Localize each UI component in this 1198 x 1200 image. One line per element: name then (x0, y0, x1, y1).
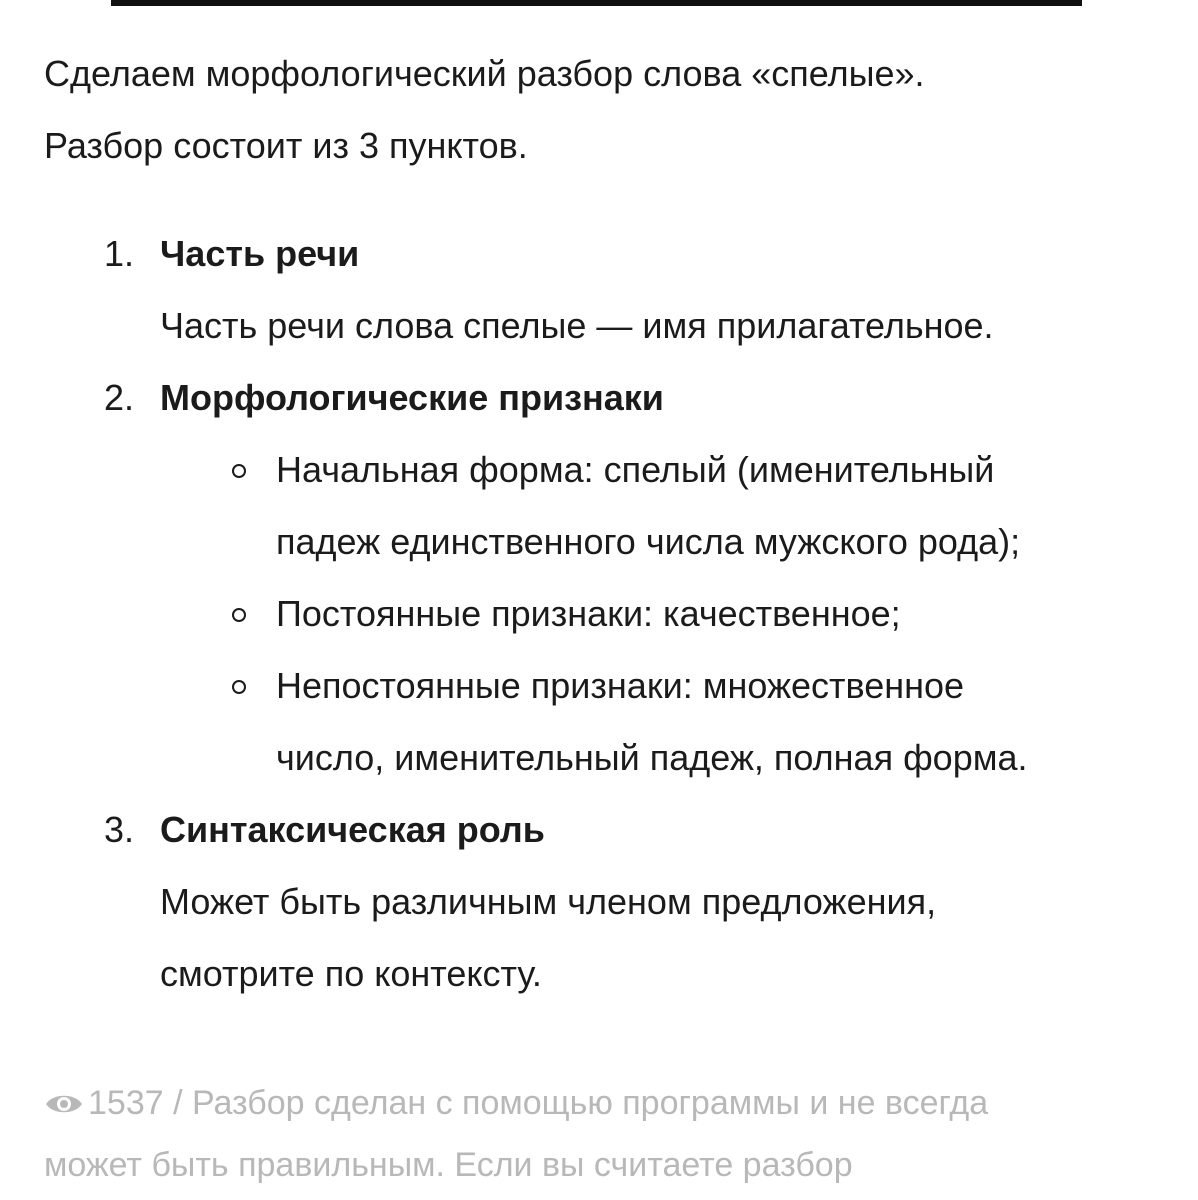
parse-footer-note (44, 1072, 1184, 1196)
circle-bullet-icon (232, 680, 246, 694)
feature-line: Постоянные признаки: качественное; (276, 593, 901, 634)
circle-bullet-icon (232, 608, 246, 622)
section-number: 1. (104, 233, 135, 274)
section-text: Часть речи слова спелые — имя прилагательное. (160, 305, 994, 346)
parse-article (44, 38, 1184, 1010)
feature-line: Начальная форма: спелый (именительный (276, 449, 995, 490)
section-title: Часть речи (160, 233, 360, 274)
section-title: Морфологические признаки (160, 377, 664, 418)
section-morph-features (44, 362, 1184, 794)
footer-line: / Разбор сделан с помощью программы и не всегда (163, 1084, 989, 1122)
feature-list (160, 434, 1184, 794)
footer-line: может быть правильным. Если вы считаете разбор (44, 1146, 853, 1184)
feature-line: падеж единственного числа мужского рода); (276, 521, 1021, 562)
section-title: Синтаксическая роль (160, 809, 545, 850)
parse-sections (44, 218, 1184, 1010)
section-number: 3. (104, 809, 135, 850)
feature-variable (276, 650, 1184, 794)
section-text: Может быть различным членом предложения, (160, 881, 937, 922)
section-syntactic-role (44, 794, 1184, 1010)
top-image-edge (111, 0, 1082, 6)
section-number: 2. (104, 377, 135, 418)
eye-icon (44, 1091, 84, 1117)
section-text: смотрите по контексту. (160, 953, 542, 994)
view-count: 1537 (88, 1084, 164, 1122)
feature-line: Непостоянные признаки: множественное (276, 665, 965, 706)
feature-initial-form (276, 434, 1184, 578)
feature-constant (276, 578, 1184, 650)
circle-bullet-icon (232, 464, 246, 478)
section-part-of-speech (44, 218, 1184, 362)
intro-line: Сделаем морфологический разбор слова «спелые». (44, 53, 925, 94)
intro-summary: Разбор состоит из 3 пунктов. (44, 125, 528, 166)
feature-line: число, именительный падеж, полная форма. (276, 737, 1028, 778)
